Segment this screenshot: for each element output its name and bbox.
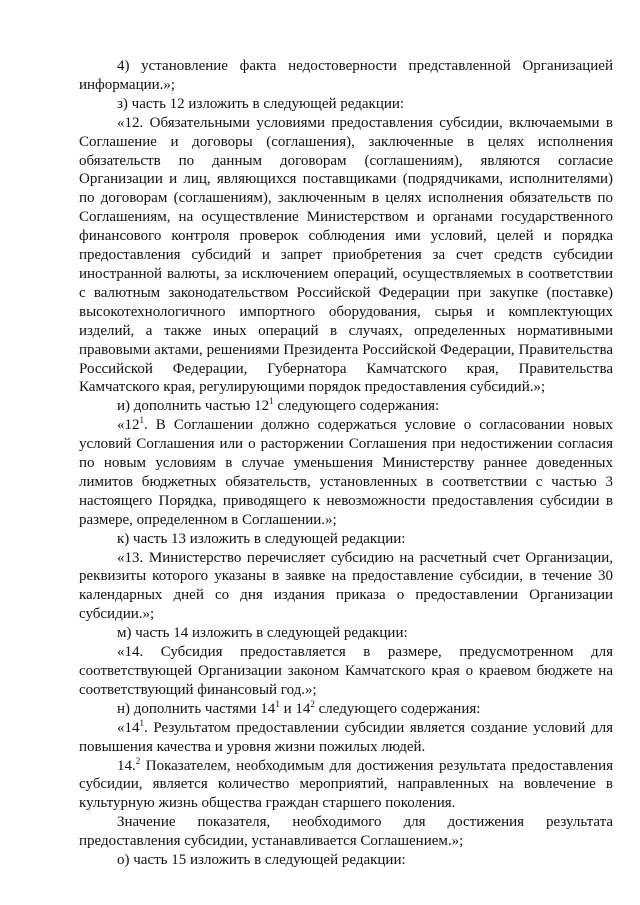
superscript: 2 — [310, 698, 315, 709]
text-run: следующего содержания: — [314, 700, 481, 717]
text-run: . Результатом предоставлении субсидии является создание условий для повышения качества и уровня жизни пожилых людей. — [79, 719, 613, 755]
document-body — [79, 57, 613, 870]
paragraph-value — [79, 813, 613, 851]
text-run: н) дополнить частями 14 — [117, 700, 276, 717]
paragraph-item4 — [79, 57, 613, 95]
text-run: следующего содержания: — [273, 398, 440, 415]
text-run: к) часть 13 изложить в следующей редакции: — [117, 530, 406, 547]
paragraph-m — [79, 624, 613, 643]
paragraph-k — [79, 530, 613, 549]
paragraph-12-1 — [79, 416, 613, 529]
text-run: «12 — [117, 417, 140, 434]
superscript: 1 — [275, 698, 280, 709]
text-run: Значение показателя, необходимого для достижения результата предоставления субсидии, устанавливается Соглашением.»; — [79, 814, 613, 850]
text-run: «13. Министерство перечисляет субсидию на расчетный счет Организации, реквизиты которого указаны в заявке на предоставление субсидии, в течение 30 календарных дней со дня издания приказа о предоставлении Организации субсидии.»; — [79, 549, 613, 623]
text-run: и) дополнить частью 12 — [117, 398, 270, 415]
text-run: . В Соглашении должно содержаться условие о согласовании новых условий Соглашения или о расторжении Соглашения при недостижении согласия по новым условиям в случае уменьшения Министерству раннее доведенных лимитов бюджетных обязательств, установленных в соответствии с частью 3 настоящего Порядка, приводящего к невозможности предоставления субсидии в размере, определенном в Соглашении.»; — [79, 417, 613, 528]
paragraph-o — [79, 851, 613, 870]
paragraph-14-2 — [79, 757, 613, 814]
superscript: 1 — [139, 717, 144, 728]
paragraph-14-1 — [79, 719, 613, 757]
paragraph-i — [79, 397, 613, 416]
text-run: и 14 — [279, 700, 311, 717]
paragraph-z — [79, 95, 613, 114]
paragraph-13 — [79, 549, 613, 625]
text-run: «14. Субсидия предоставляется в размере, предусмотренном для соответствующей Организации законом Камчатского края о краевом бюджете на соответствующий финансовый год.»; — [79, 644, 613, 698]
superscript: 1 — [269, 396, 274, 407]
text-run: з) часть 12 изложить в следующей редакции: — [117, 95, 405, 112]
superscript: 2 — [135, 755, 141, 766]
paragraph-n — [79, 700, 613, 719]
paragraph-12 — [79, 114, 613, 398]
text-run: 4) установление факта недостоверности представленной Организацией информации.»; — [79, 58, 613, 93]
superscript: 1 — [139, 415, 144, 426]
text-run: «14 — [117, 719, 140, 736]
text-run: о) часть 15 изложить в следующей редакции: — [117, 852, 406, 869]
text-run: Показателем, необходимым для достижения результата предоставления субсидии, является количество мероприятий, направленных на вовлечение в культурную жизнь общества граждан старшего поколения. — [79, 757, 613, 812]
paragraph-14 — [79, 643, 613, 700]
text-run: 14. — [117, 757, 136, 774]
text-run: «12. Обязательными условиями предоставления субсидии, включаемыми в Соглашение и договоры (соглашения), заключенные в целях исполнения обязательств по данным договорам (соглашениям), являются согласие Организации и лиц, являющихся поставщиками (подрядчиками, исполнителями) по договорам (соглашениям), заключенным в целях исполнения обязательств по Соглашениям, на осуществление Министерством и органами государственного финансового контроля проверок соблюдения ими условий, целей и порядка предоставления субсидий и запрет приобретения за счет средств субсидии иностранной валюты, за исключением операций, осуществляемых в соответствии с валютным законодательством Российской Федерации при закупке (поставке) высокотехнологичного импортного оборудования, сырья и комплектующих изделий, а также иных операций в случаях, определенных нормативными правовыми актами, решениями Президента Российской Федерации, Правительства Российской Федерации, Губернатора Камчатского края, Правительства Камчатского края, регулирующими порядок предоставления субсидий.»; — [79, 114, 613, 396]
text-run: м) часть 14 изложить в следующей редакции: — [117, 625, 408, 642]
